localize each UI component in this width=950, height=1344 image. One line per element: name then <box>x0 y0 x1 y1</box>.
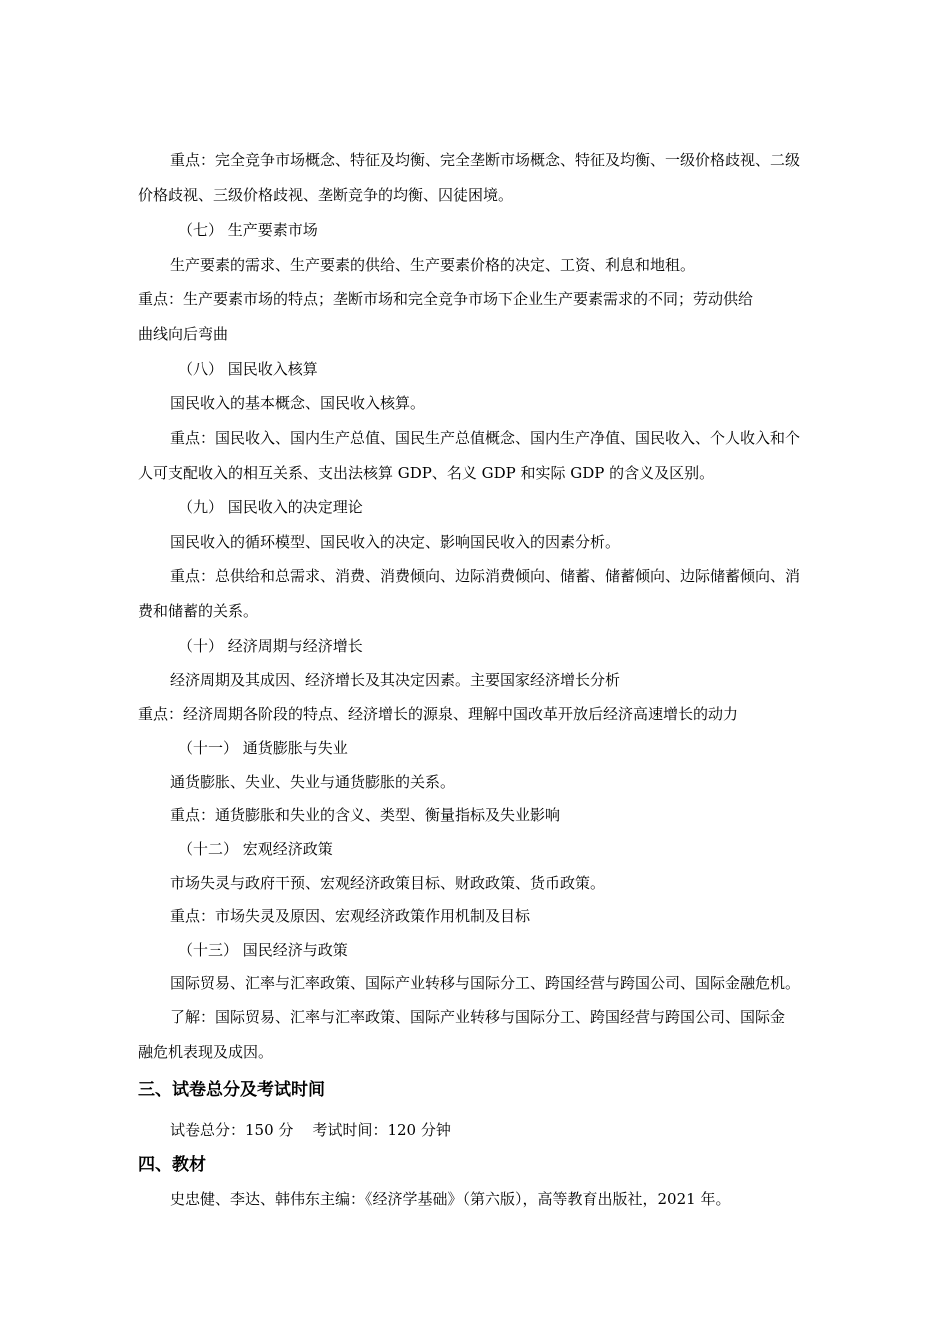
subsection-title: （八） 国民收入核算 <box>178 360 318 378</box>
subsection-title: （九） 国民收入的决定理论 <box>178 498 363 516</box>
subsection-title: （十一） 通货膨胀与失业 <box>178 739 348 757</box>
key-points-text: 重点：通货膨胀和失业的含义、类型、衡量指标及失业影响 <box>170 806 561 824</box>
key-points-text: 重点：总供给和总需求、消费、消费倾向、边际消费倾向、储蓄、储蓄倾向、边际储蓄倾向、消 <box>170 567 801 585</box>
key-points-text: 曲线向后弯曲 <box>138 325 229 343</box>
content-text: 国民收入的基本概念、国民收入核算。 <box>170 394 426 412</box>
subsection-title: （十三） 国民经济与政策 <box>178 941 348 959</box>
section-heading: 四、教材 <box>138 1155 206 1175</box>
textbook-text: 史忠健、李达、韩伟东主编：《经济学基础》（第六版），高等教育出版社，2021 年。 <box>170 1190 731 1208</box>
key-points-text: 人可支配收入的相互关系、支出法核算 GDP、名义 GDP 和实际 GDP 的含义及区别。 <box>138 464 715 482</box>
key-points-text: 融危机表现及成因。 <box>138 1043 274 1061</box>
key-points-text: 重点：国民收入、国内生产总值、国民生产总值概念、国内生产净值、国民收入、个人收入和个 <box>170 429 801 447</box>
content-text: 经济周期及其成因、经济增长及其决定因素。主要国家经济增长分析 <box>170 671 621 689</box>
content-text: 通货膨胀、失业、失业与通货膨胀的关系。 <box>170 773 456 791</box>
content-text: 市场失灵与政府干预、宏观经济政策目标、财政政策、货币政策。 <box>170 874 606 892</box>
exam-info-text: 试卷总分：150 分 考试时间：120 分钟 <box>170 1121 451 1139</box>
key-points-text: 重点：完全竞争市场概念、特征及均衡、完全垄断市场概念、特征及均衡、一级价格歧视、二级 <box>170 151 801 169</box>
content-text: 国民收入的循环模型、国民收入的决定、影响国民收入的因素分析。 <box>170 533 621 551</box>
key-points-text: 重点：市场失灵及原因、宏观经济政策作用机制及目标 <box>170 907 531 925</box>
key-points-text: 了解：国际贸易、汇率与汇率政策、国际产业转移与国际分工、跨国经营与跨国公司、国际金 <box>170 1008 786 1026</box>
key-points-text: 费和储蓄的关系。 <box>138 602 259 620</box>
section-heading: 三、试卷总分及考试时间 <box>138 1080 325 1100</box>
content-text: 生产要素的需求、生产要素的供给、生产要素价格的决定、工资、利息和地租。 <box>170 256 696 274</box>
key-points-text: 价格歧视、三级价格歧视、垄断竞争的均衡、囚徒困境。 <box>138 186 514 204</box>
key-points-text: 重点：经济周期各阶段的特点、经济增长的源泉、理解中国改革开放后经济高速增长的动力 <box>138 705 739 723</box>
key-points-text: 重点：生产要素市场的特点；垄断市场和完全竞争市场下企业生产要素需求的不同；劳动供给 <box>138 290 754 308</box>
content-text: 国际贸易、汇率与汇率政策、国际产业转移与国际分工、跨国经营与跨国公司、国际金融危机。 <box>170 974 801 992</box>
subsection-title: （十二） 宏观经济政策 <box>178 840 333 858</box>
subsection-title: （十） 经济周期与经济增长 <box>178 637 363 655</box>
subsection-title: （七） 生产要素市场 <box>178 221 318 239</box>
